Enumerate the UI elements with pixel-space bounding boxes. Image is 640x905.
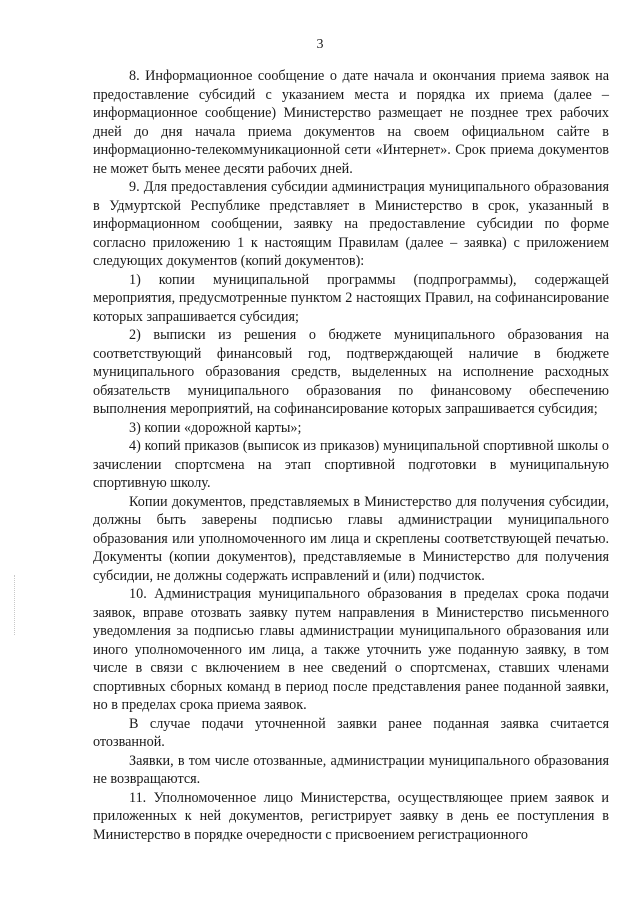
paragraph-updated-application: В случае подачи уточненной заявки ранее поданная заявка считается отозванной. xyxy=(93,715,609,750)
list-item-2: 2) выписки из решения о бюджете муниципального образования на соответствующий финансовый год, подтверждающей наличие в бюджете муниципального образования средств, выделенных на исполнение расходных обязательств муниципального образования по финансовому обеспечению выполнения мероприятий, на софинансирование которых запрашивается субсидия; xyxy=(93,327,609,417)
paragraph-copies: Копии документов, представляемых в Министерство для получения субсидии, должны быть заверены подписью главы администрации муниципального образования или уполномоченного им лица и скреплены соответствующей печатью. Документы (копии документов), представляемые в Министерство для получения субсидии, не должны содержать исправлений и (или) подчисток. xyxy=(93,493,609,584)
list-item-4: 4) копий приказов (выписок из приказов) муниципальной спортивной школы о зачислении спортсмена на этап спортивной подготовки в муниципальную спортивную школу. xyxy=(93,438,609,491)
paragraph-9: 9. Для предоставления субсидии администрация муниципального образования в Удмуртской Республике представляет в Министерство в срок, указанный в информационном сообщении, заявку на предоставление субсидии по форме согласно приложению 1 к настоящим Правилам (далее – заявка) с приложением следующих документов (копий документов): xyxy=(93,179,609,269)
paragraph-8: 8. Информационное сообщение о дате начала и окончания приема заявок на предоставление субсидий с указанием места и порядка их приема (далее – информационное сообщение) Министерство размещает не позднее трех рабочих дней до дня начала приема документов на своем официальном сайте в информационно-телекоммуникационной сети «Интернет». Срок приема документов не может быть менее десяти рабочих дней. xyxy=(93,68,609,177)
paragraph-11: 11. Уполномоченное лицо Министерства, осуществляющее прием заявок и приложенных к ней документов, регистрирует заявку в день ее поступления в Министерство в порядке очередности с присвоением регистрационного xyxy=(93,789,609,843)
scan-margin-mark xyxy=(14,575,27,635)
list-item-1: 1) копии муниципальной программы (подпрограммы), содержащей мероприятия, предусмотренные пунктом 2 настоящих Правил, на софинансирование которых запрашивается субсидия; xyxy=(93,271,609,325)
document-body xyxy=(93,67,609,844)
list-item-3: 3) копии «дорожной карты»; xyxy=(129,419,302,436)
paragraph-10: 10. Администрация муниципального образования в пределах срока подачи заявок, вправе отозвать заявку путем направления в Министерство письменного уведомления за подписью главы администрации муниципального образования или иного уполномоченного им лица, а также уточнить уже поданную заявку, в том числе в связи с включением в нее сведений о спортсменах, ставших членами спортивных сборных команд в период после представления ранее поданной заявки, но в пределах срока приема заявок. xyxy=(93,586,609,713)
page-number: 3 xyxy=(316,37,324,52)
paragraph-not-returned: Заявки, в том числе отозванные, администрации муниципального образования не возвращаются. xyxy=(93,752,609,787)
